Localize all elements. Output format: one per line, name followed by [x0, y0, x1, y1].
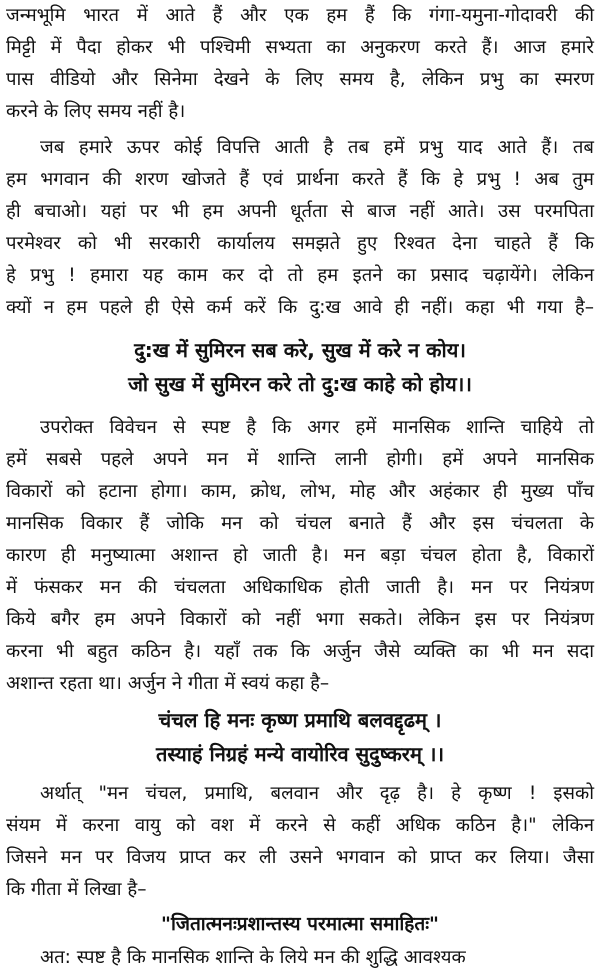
paragraph-line: में फंसकर मन की चंचलता अधिकाधिक होती जाती है। मन पर नियंत्रण — [6, 577, 594, 598]
paragraph-line: अत: स्पष्ट है कि मानसिक शान्ति के लिये मन की शुद्धि आवश्यक — [40, 947, 466, 968]
paragraph-line: मानसिक विकार हैं जोकि मन को चंचल बनाते हैं और इस चंचलता के — [6, 513, 594, 534]
paragraph-line: हे प्रभु ! हमारा यह काम कर दो तो हम इतने का प्रसाद चढ़ायेंगे। लेकिन — [6, 265, 594, 286]
couplet-line: जो सुख में सुमिरन करे तो दु:ख काहे को होय।। — [128, 372, 472, 396]
paragraph-line: अशान्त रहता था। अर्जुन ने गीता में स्वयं कहा है– — [6, 673, 330, 694]
paragraph-line: कारण ही मनुष्यात्मा अशान्त हो जाती है। मन बड़ा चंचल होता है, विकारों — [6, 545, 594, 566]
paragraph-line: किये बगैर हम अपने विकारों को नहीं भगा सकते। लेकिन इस पर नियंत्रण — [6, 609, 594, 630]
paragraph-line: मिट्टी में पैदा होकर भी पश्चिमी सभ्यता का अनुकरण करते हैं। आज हमारे — [6, 37, 594, 58]
shloka-line: चंचल हि मनः कृष्ण प्रमाथि बलवद्दृढम् । — [158, 708, 442, 732]
paragraph-line: उपरोक्त विवेचन से स्पष्ट है कि अगर हमें मानसिक शान्ति चाहिये तो — [40, 417, 594, 438]
paragraph-line: जन्मभूमि भारत में आते हैं और एक हम हैं कि गंगा-यमुना-गोदावरी की — [6, 5, 594, 26]
gita-quote: "जितात्मनःप्रशान्तस्य परमात्मा समाहितः" — [161, 913, 439, 935]
paragraph-line: संयम में करना वायु को वश में करने से कहीं अधिक कठिन है।" लेकिन — [6, 815, 594, 836]
paragraph-line: जब हमारे ऊपर कोई विपत्ति आती है तब हमें प्रभु याद आते हैं। तब — [40, 137, 594, 158]
paragraph-line: कि गीता में लिखा है– — [6, 879, 147, 900]
paragraph-line: विकारों को हटाना होगा। काम, क्रोध, लोभ, मोह और अहंकार ही मुख्य पाँच — [6, 481, 594, 502]
paragraph-line: हम भगवान की शरण खोजते हैं एवं प्रार्थना करते हैं कि हे प्रभु ! अब तुम — [6, 169, 594, 190]
paragraph-line: ही बचाओ। यहां पर भी हम अपनी धूर्तता से बाज नहीं आते। उस परमपिता — [6, 201, 594, 222]
shloka-line: तस्याहं निग्रहं मन्ये वायोरिव सुदुष्करम् ।। — [155, 742, 445, 766]
paragraph-line: जिसने मन पर विजय प्राप्त कर ली उसने भगवान को प्राप्त कर लिया। जैसा — [6, 847, 594, 868]
paragraph-line: परमेश्वर को भी सरकारी कार्यालय समझते हुए रिश्वत देना चाहते हैं कि — [6, 233, 594, 254]
paragraph-line: क्यों न हम पहले ही ऐसे कर्म करें कि दु:ख आवे ही नहीं। कहा भी गया है– — [6, 297, 594, 318]
paragraph-line: अर्थात् "मन चंचल, प्रमाथि, बलवान और दृढ़ है। हे कृष्ण ! इसको — [40, 783, 594, 804]
couplet-line: दु:ख में सुमिरन सब करे, सुख में करे न कोय। — [134, 338, 466, 362]
paragraph-line: करना भी बहुत कठिन है। यहाँ तक कि अर्जुन जैसे व्यक्ति का भी मन सदा — [6, 641, 594, 662]
paragraph-line: हमें सबसे पहले अपने मन में शान्ति लानी होगी। हमें अपने मानसिक — [6, 449, 594, 470]
paragraph-line: करने के लिए समय नहीं है। — [6, 101, 186, 122]
paragraph-line: पास वीडियो और सिनेमा देखने के लिए समय है, लेकिन प्रभु का स्मरण — [6, 69, 594, 90]
